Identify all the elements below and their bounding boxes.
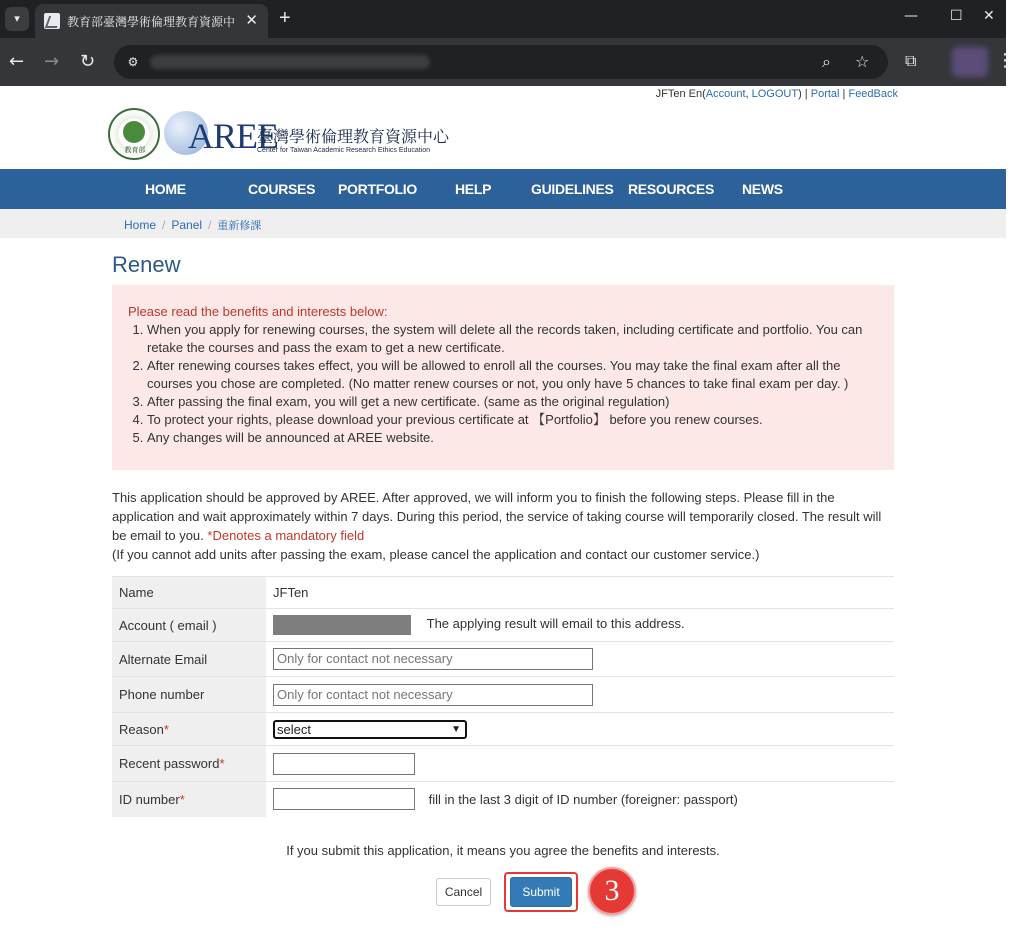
intro-text: This application should be approved by AREE. After approved, we will inform you to finish the following steps. Please fill in the application and wait approximately within 7 days. During this period, the service of taking course will temporarily closed. The result will be email to you. — [112, 490, 882, 543]
form-row-name — [112, 577, 894, 609]
notice-list — [128, 321, 878, 447]
browser-toolbar — [0, 38, 1014, 86]
id-number-input[interactable] — [273, 788, 415, 810]
notice-item: 1. When you apply for renewing courses, the system will delete all the records taken, including certificate and portfolio. You can retake the courses and pass the exam to get a new certificate. — [147, 321, 878, 357]
profile-avatar[interactable] — [952, 47, 988, 77]
form-row-account — [112, 609, 894, 642]
cancel-button[interactable]: Cancel — [436, 878, 491, 906]
alternate-email-input[interactable]: Only for contact not necessary — [273, 648, 593, 670]
aree-brand-text: AREE — [188, 116, 278, 156]
intro-note: (If you cannot add units after passing the exam, please cancel the application and contact our customer service.) — [112, 547, 760, 562]
id-number-cell — [266, 782, 894, 817]
seal-emblem — [123, 121, 145, 143]
logout-link[interactable]: LOGOUT — [751, 88, 799, 100]
reason-label-cell — [112, 713, 266, 746]
nav-item-guidelines[interactable]: GUIDELINES — [531, 181, 614, 197]
account-note: The applying result will email to this address. — [426, 616, 685, 632]
url-text-redacted — [150, 55, 430, 69]
reason-select[interactable] — [273, 720, 467, 739]
account-link[interactable]: Account — [705, 88, 746, 100]
zoom-icon[interactable]: ⌕ — [822, 52, 831, 71]
benefits-notice — [112, 285, 894, 470]
notice-item: 5. Any changes will be announced at AREE website. — [147, 429, 878, 447]
nav-item-courses[interactable]: COURSES — [248, 181, 316, 197]
breadcrumb-separator: / — [208, 218, 212, 232]
recent-password-input[interactable] — [273, 753, 415, 775]
notice-item: 3. After passing the final exam, you will get a new certificate. (same as the original regulation) — [147, 393, 878, 411]
portal-link[interactable]: Portal — [810, 88, 840, 100]
id-number-label: ID number — [119, 791, 180, 807]
menu-kebab-icon[interactable]: ⋮ — [996, 50, 1014, 70]
user-name: JFTen En( — [655, 88, 706, 100]
address-bar[interactable] — [114, 45, 888, 79]
renew-form — [112, 576, 894, 817]
alternate-email-cell — [266, 642, 894, 677]
breadcrumb — [0, 209, 1006, 238]
name-value: JFTen — [266, 577, 894, 609]
account-label: Account ( email ) — [112, 609, 266, 642]
account-cell — [266, 609, 894, 642]
window-maximize-icon[interactable]: ☐ — [950, 8, 963, 24]
separator-text: | — [801, 88, 811, 100]
forward-icon[interactable]: → — [44, 51, 60, 72]
notice-item: 2. After renewing courses takes effect, you will be allowed to enroll all the courses. You may take the final exam after all the courses you chose are completed. (No matter renew courses or not, you only have 5 chances to take final exam per day. ) — [147, 357, 878, 393]
site-logo[interactable] — [108, 108, 448, 164]
site-settings-icon[interactable]: ⚙ — [127, 55, 139, 69]
tab-search-dropdown-icon[interactable]: ▾ — [5, 7, 29, 31]
alternate-email-label: Alternate Email — [112, 642, 266, 677]
tab-close-icon[interactable]: ✕ — [245, 12, 258, 29]
submit-button[interactable]: Submit — [510, 877, 572, 907]
password-cell — [266, 746, 894, 782]
ministry-of-education-seal-icon — [108, 108, 160, 160]
required-mark: * — [163, 721, 169, 737]
extensions-icon[interactable]: ⧉ — [905, 51, 917, 70]
form-row-alt-email — [112, 642, 894, 677]
nav-item-resources[interactable]: RESOURCES — [628, 181, 714, 197]
separator-text: | — [839, 88, 849, 100]
breadcrumb-panel[interactable]: Panel — [171, 218, 203, 232]
window-minimize-icon[interactable]: — — [904, 8, 918, 24]
new-tab-icon[interactable]: + — [279, 7, 291, 29]
breadcrumb-separator: / — [162, 218, 166, 232]
reload-icon[interactable]: ↻ — [80, 51, 96, 72]
page-title: Renew — [112, 252, 181, 277]
user-bar — [0, 86, 1006, 104]
name-label: Name — [112, 577, 266, 609]
nav-item-news[interactable]: NEWS — [742, 181, 783, 197]
phone-number-cell — [266, 677, 894, 713]
password-label-cell — [112, 746, 266, 782]
seal-text: 教育部 — [124, 146, 146, 154]
feedback-link[interactable]: FeedBack — [848, 88, 898, 100]
notice-item: 4. To protect your rights, please download your previous certificate at 【Portfolio】 before you renew courses. — [147, 411, 878, 429]
browser-tab-bar — [0, 0, 1006, 38]
agreement-text: If you submit this application, it means you agree the benefits and interests. — [286, 843, 720, 858]
separator-text: ) — [798, 88, 802, 100]
separator-text: , — [745, 88, 752, 100]
required-mark: * — [219, 756, 225, 771]
nav-item-help[interactable]: HELP — [455, 181, 492, 197]
password-label: Recent password — [119, 756, 220, 771]
breadcrumb-current[interactable]: 重新修課 — [217, 219, 262, 232]
breadcrumb-home[interactable]: Home — [124, 218, 157, 232]
back-icon[interactable]: ← — [9, 51, 25, 72]
chevron-down-icon: ▼ — [451, 723, 461, 735]
id-label-cell — [112, 782, 266, 817]
step-number-badge: 3 — [588, 867, 636, 915]
form-row-phone — [112, 677, 894, 713]
main-navbar — [0, 169, 1006, 209]
nav-item-portfolio[interactable]: PORTFOLIO — [338, 181, 417, 197]
site-favicon-icon — [44, 13, 60, 29]
reason-label: Reason — [119, 721, 164, 737]
mandatory-note: *Denotes a mandatory field — [207, 528, 365, 543]
tab-title: 教育部臺灣學術倫理教育資源中 — [67, 15, 236, 29]
nav-item-home[interactable]: HOME — [145, 181, 186, 197]
bookmark-star-icon[interactable]: ☆ — [855, 52, 870, 71]
center-name-chinese: 臺灣學術倫理教育資源中心 — [257, 127, 450, 146]
notice-heading: Please read the benefits and interests below: — [128, 304, 388, 319]
account-email-redacted — [273, 615, 411, 635]
id-number-note: fill in the last 3 digit of ID number (foreigner: passport) — [428, 791, 738, 807]
form-row-id — [112, 782, 894, 817]
phone-number-label: Phone number — [112, 677, 266, 713]
phone-number-input[interactable]: Only for contact not necessary — [273, 684, 593, 706]
required-mark: * — [179, 791, 185, 807]
form-row-reason — [112, 713, 894, 746]
form-row-password — [112, 746, 894, 782]
window-close-icon[interactable]: ✕ — [983, 8, 995, 24]
center-name-english: Center for Taiwan Academic Research Ethics Education — [257, 147, 431, 154]
application-intro — [112, 488, 896, 564]
reason-selected-value: select — [277, 721, 311, 737]
browser-tab[interactable] — [35, 4, 268, 38]
reason-cell — [266, 713, 894, 746]
